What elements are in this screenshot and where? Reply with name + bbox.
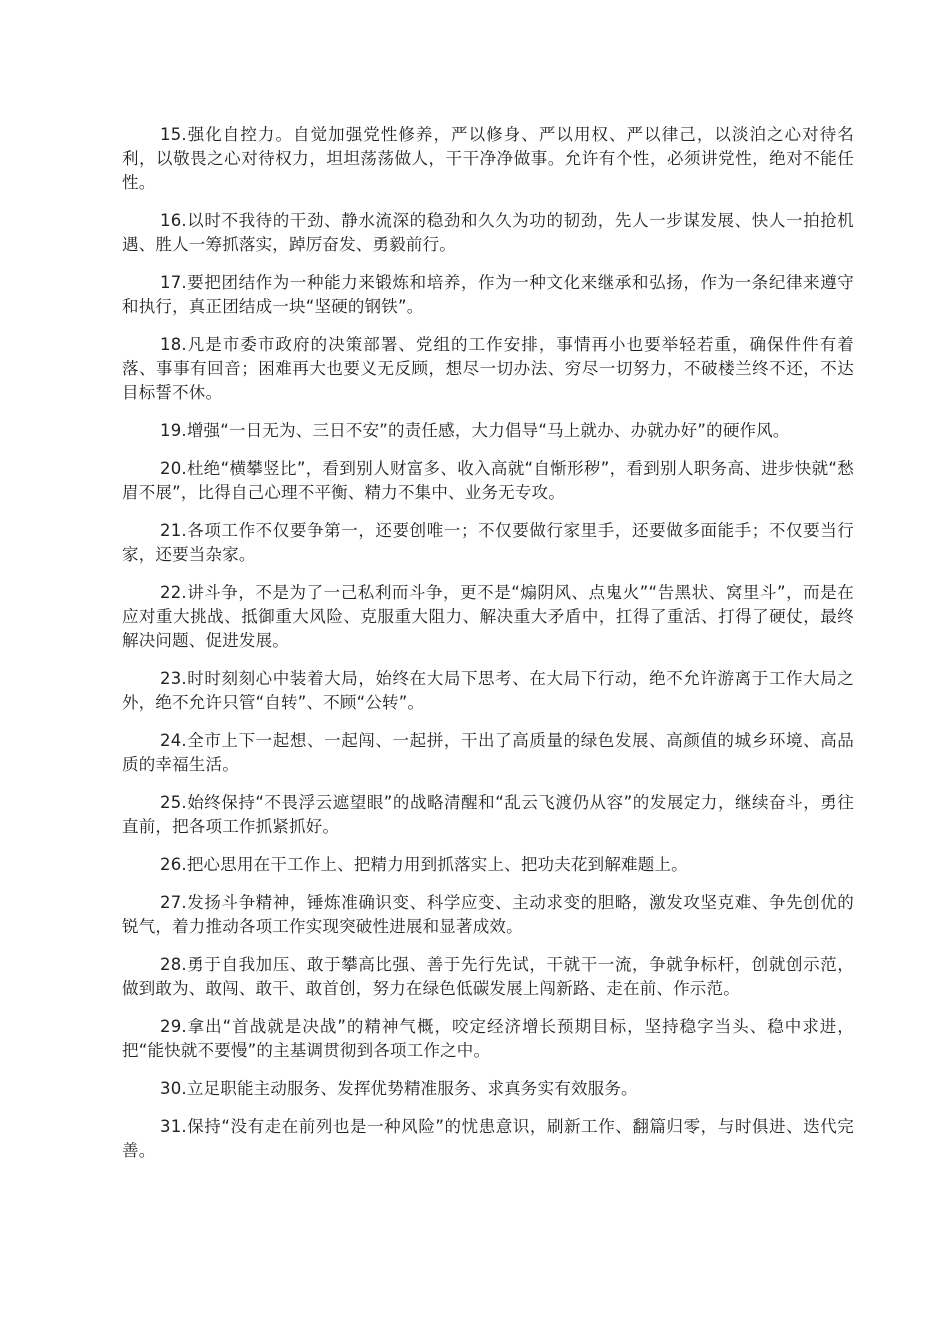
- paragraph-31: 31.保持“没有走在前列也是一种风险”的忧患意识，刷新工作、翻篇归零，与时俱进、迭代完善。: [122, 1117, 854, 1160]
- paragraph-16: 16.以时不我待的干劲、静水流深的稳劲和久久为功的韧劲，先人一步谋发展、快人一拍抢机遇、胜人一筹抓落实，踔厉奋发、勇毅前行。: [122, 211, 854, 254]
- paragraph-19: 19.增强“一日无为、三日不安”的责任感，大力倡导“马上就办、办就办好”的硬作风。: [160, 421, 790, 440]
- paragraph-24: 24.全市上下一起想、一起闯、一起拼，干出了高质量的绿色发展、高颜值的城乡环境、高品质的幸福生活。: [122, 731, 854, 774]
- paragraph-17: 17.要把团结作为一种能力来锻炼和培养，作为一种文化来继承和弘扬，作为一条纪律来遵守和执行，真正团结成一块“坚硬的钢铁”。: [122, 273, 854, 316]
- paragraph-23: 23.时时刻刻心中装着大局，始终在大局下思考、在大局下行动，绝不允许游离于工作大局之外，绝不允许只管“自转”、不顾“公转”。: [122, 669, 854, 712]
- paragraph-22: 22.讲斗争，不是为了一己私利而斗争，更不是“煽阴风、点鬼火”“告黑状、窝里斗”，而是在应对重大挑战、抵御重大风险、克服重大阻力、解决重大矛盾中，扛得了重活、打得了硬仗，最终解决问题、促进发展。: [122, 583, 854, 650]
- paragraph-25: 25.始终保持“不畏浮云遮望眼”的战略清醒和“乱云飞渡仍从容”的发展定力，继续奋斗，勇往直前，把各项工作抓紧抓好。: [122, 793, 854, 836]
- document-body: [122, 123, 854, 1177]
- paragraph-15: 15.强化自控力。自觉加强党性修养，严以修身、严以用权、严以律己，以淡泊之心对待名利，以敬畏之心对待权力，坦坦荡荡做人，干干净净做事。允许有个性，必须讲党性，绝对不能任性。: [122, 125, 854, 192]
- paragraph-21: 21.各项工作不仅要争第一，还要创唯一；不仅要做行家里手，还要做多面能手；不仅要当行家，还要当杂家。: [122, 521, 854, 564]
- paragraph-20: 20.杜绝“横攀竖比”，看到别人财富多、收入高就“自惭形秽”，看到别人职务高、进步快就“愁眉不展”，比得自己心理不平衡、精力不集中、业务无专攻。: [122, 459, 854, 502]
- paragraph-18: 18.凡是市委市政府的决策部署、党组的工作安排，事情再小也要举轻若重，确保件件有着落、事事有回音；困难再大也要义无反顾，想尽一切办法、穷尽一切努力，不破楼兰终不还，不达目标誓不休。: [122, 335, 854, 402]
- paragraph-29: 29.拿出“首战就是决战”的精神气概，咬定经济增长预期目标，坚持稳字当头、稳中求进，把“能快就不要慢”的主基调贯彻到各项工作之中。: [122, 1017, 854, 1060]
- paragraph-26: 26.把心思用在干工作上、把精力用到抓落实上、把功夫花到解难题上。: [160, 855, 688, 874]
- paragraph-28: 28.勇于自我加压、敢于攀高比强、善于先行先试，干就干一流，争就争标杆，创就创示范，做到敢为、敢闯、敢干、敢首创，努力在绿色低碳发展上闯新路、走在前、作示范。: [122, 955, 854, 998]
- paragraph-30: 30.立足职能主动服务、发挥优势精准服务、求真务实有效服务。: [160, 1079, 638, 1098]
- paragraph-27: 27.发扬斗争精神，锤炼准确识变、科学应变、主动求变的胆略，激发攻坚克难、争先创优的锐气，着力推动各项工作实现突破性进展和显著成效。: [122, 893, 854, 936]
